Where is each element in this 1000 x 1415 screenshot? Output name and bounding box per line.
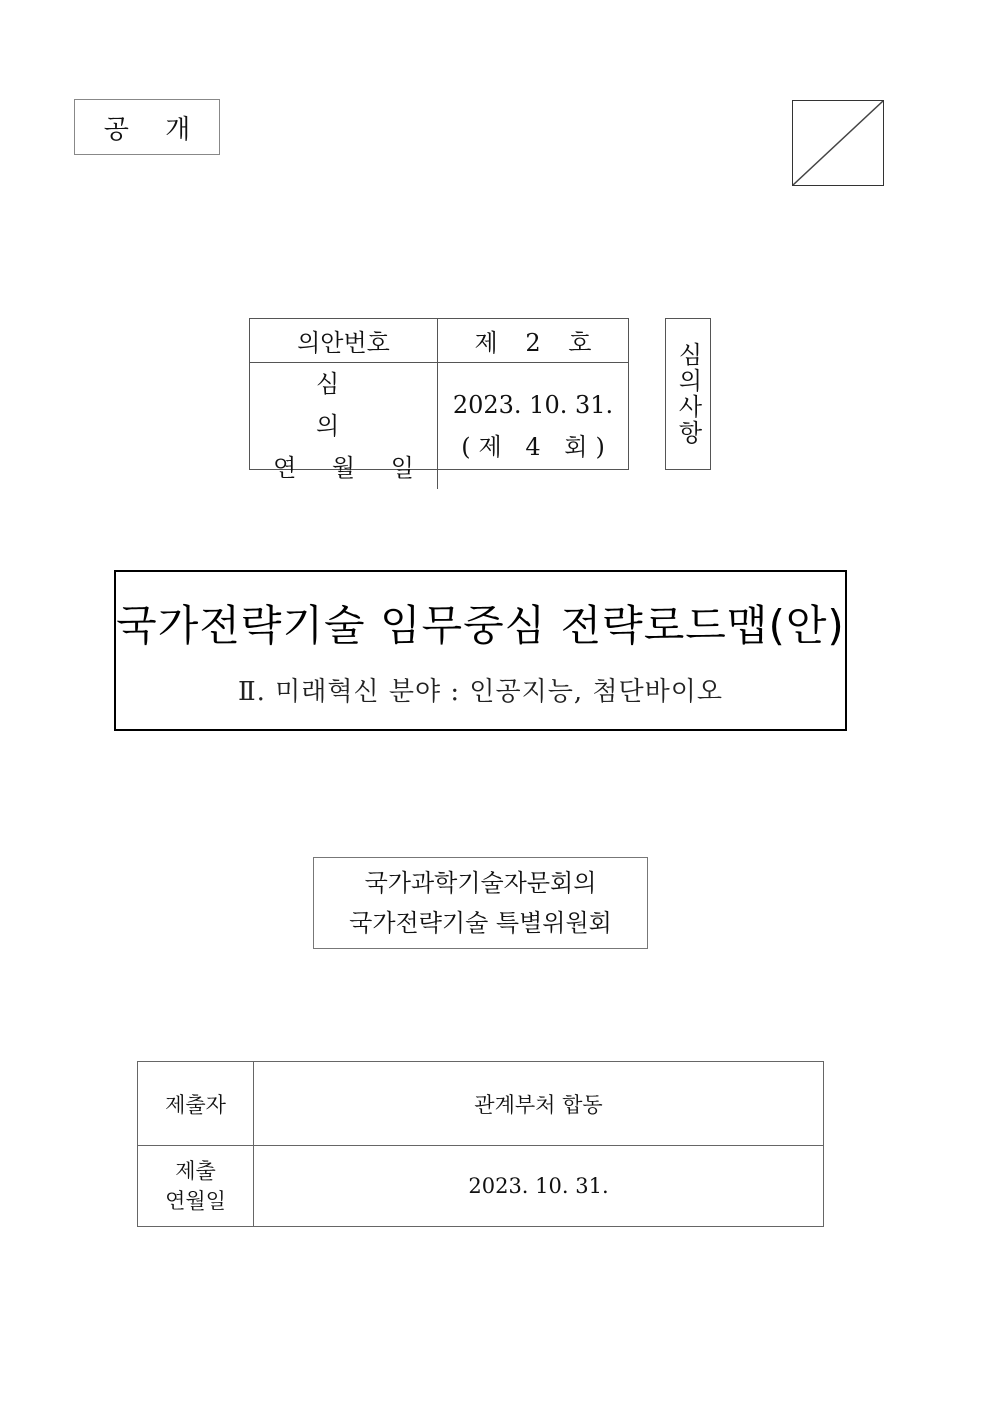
submission-date-value-cell	[254, 1146, 823, 1226]
committee-line1: 국가과학기술자문회의	[364, 869, 597, 897]
submitter-value: 관계부처 합동	[474, 1092, 603, 1117]
submission-date-value: 2023. 10. 31.	[468, 1174, 609, 1198]
blank-stamp-box	[792, 100, 884, 186]
submission-date-label-line1: 제출	[175, 1159, 216, 1183]
slash-line	[793, 101, 883, 185]
document-subtitle: Ⅱ. 미래혁신 분야 : 인공지능, 첨단바이오	[237, 677, 724, 707]
agenda-number-label-cell	[250, 319, 438, 363]
review-item-label: 심의사항	[674, 342, 702, 446]
review-date-value: 2023. 10. 31.	[452, 391, 614, 419]
review-date-label-line1: 심 의	[316, 370, 406, 440]
agenda-number-value-cell	[438, 319, 628, 363]
review-item-box	[665, 318, 711, 470]
session-number: (제 4 회)	[461, 433, 613, 461]
submission-info-table	[137, 1061, 824, 1227]
review-date-label-cell	[250, 363, 438, 489]
document-title-box	[114, 570, 847, 731]
review-date-value-cell	[438, 363, 628, 489]
agenda-number-value: 제 2 호	[474, 329, 602, 357]
submission-date-label-line2: 연월일	[165, 1189, 226, 1213]
disclosure-label: 공 개	[103, 114, 205, 145]
submission-date-label-cell	[138, 1146, 254, 1226]
agenda-info-table	[249, 318, 629, 482]
committee-line2: 국가전략기술 특별위원회	[349, 909, 612, 937]
submitter-label: 제출자	[165, 1092, 226, 1117]
disclosure-label-box	[74, 99, 220, 155]
submitter-label-cell	[138, 1062, 254, 1146]
committee-box	[313, 857, 648, 949]
document-title: 국가전략기술 임무중심 전략로드맵(안)	[116, 601, 845, 650]
review-date-label-line2: 연 월 일	[273, 454, 428, 482]
agenda-number-label: 의안번호	[297, 329, 390, 357]
submitter-value-cell	[254, 1062, 823, 1146]
